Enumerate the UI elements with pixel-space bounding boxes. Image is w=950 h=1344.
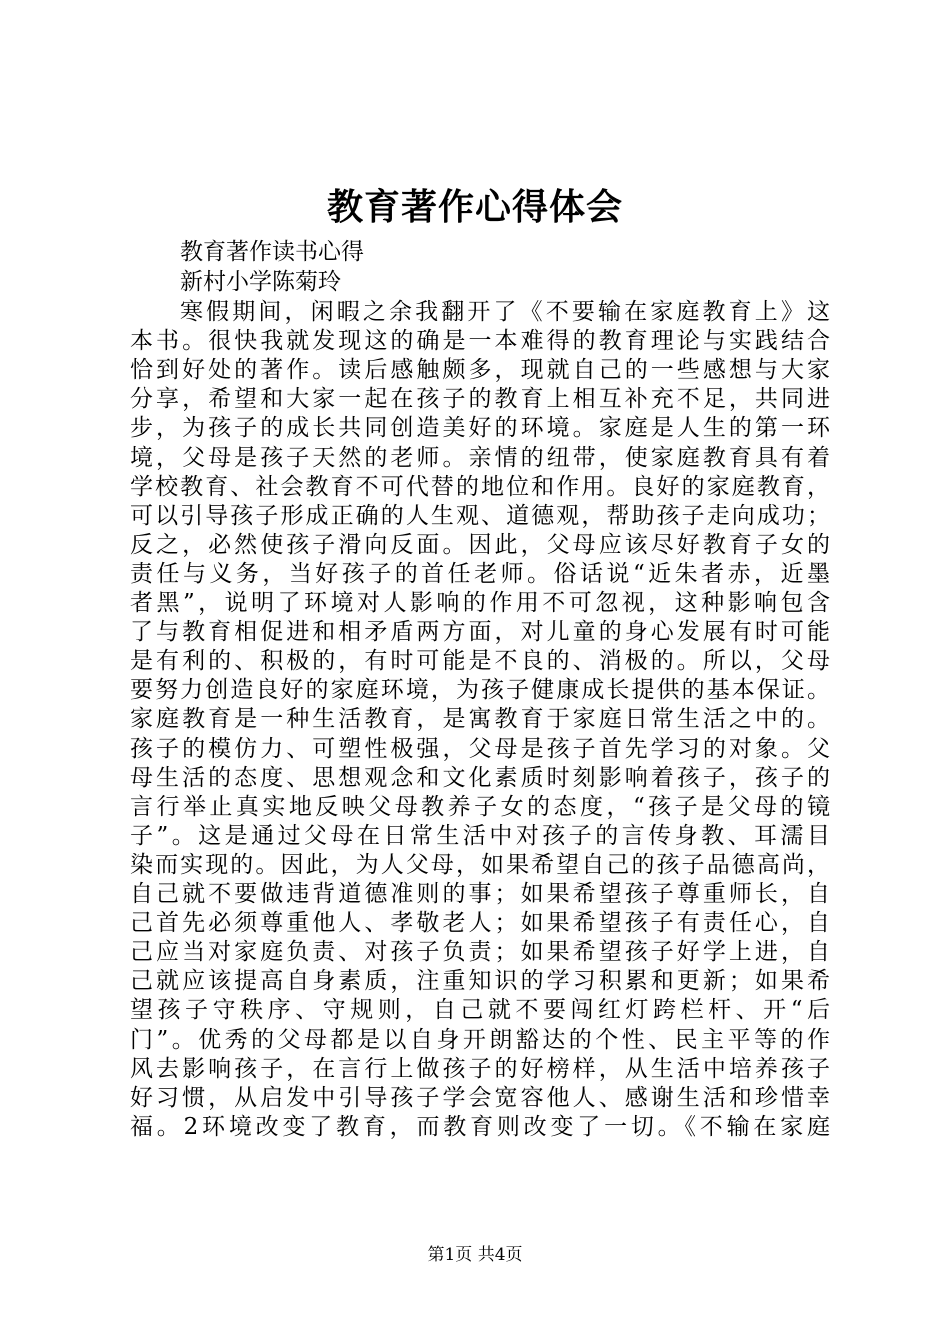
document-subtitle: 教育著作读书心得 [180, 239, 364, 265]
body-line: 家庭教育是一种生活教育，是寓教育于家庭日常生活之中的。 [130, 706, 830, 732]
body-line: 风去影响孩子，在言行上做孩子的好榜样，从生活中培养孩子 [130, 1056, 830, 1082]
body-line: 染而实现的。因此，为人父母，如果希望自己的孩子品德高尚， [130, 852, 830, 878]
body-line: 子”。这是通过父母在日常生活中对孩子的言传身教、耳濡目 [130, 823, 830, 849]
document-title: 教育著作心得体会 [326, 186, 623, 228]
body-line: 己首先必须尊重他人、孝敬老人；如果希望孩子有责任心，自 [130, 910, 830, 936]
body-line: 步，为孩子的成长共同创造美好的环境。家庭是人生的第一环 [130, 415, 830, 441]
body-line: 言行举止真实地反映父母教养子女的态度，“孩子是父母的镜 [130, 794, 830, 820]
body-line: 学校教育、社会教育不可代替的地位和作用。良好的家庭教育， [130, 474, 830, 500]
body-line: 可以引导孩子形成正确的人生观、道德观，帮助孩子走向成功； [130, 503, 830, 529]
body-line: 好习惯，从启发中引导孩子学会宽容他人、感谢生活和珍惜幸 [130, 1085, 830, 1111]
body-line: 门”。优秀的父母都是以自身开朗豁达的个性、民主平等的作 [130, 1027, 830, 1053]
body-line: 母生活的态度、思想观念和文化素质时刻影响着孩子，孩子的 [130, 765, 830, 791]
body-line: 自己就不要做违背道德准则的事；如果希望孩子尊重师长，自 [130, 881, 830, 907]
body-line: 责任与义务，当好孩子的首任老师。俗话说“近朱者赤，近墨 [130, 561, 830, 587]
document-author: 新村小学陈菊玲 [180, 269, 341, 295]
body-line: 寒假期间，闲暇之余我翻开了《不要输在家庭教育上》这 [180, 299, 830, 325]
body-line: 要努力创造良好的家庭环境，为孩子健康成长提供的基本保证。 [130, 677, 830, 703]
body-line: 恰到好处的著作。读后感触颇多，现就自己的一些感想与大家 [130, 357, 830, 383]
body-line: 孩子的模仿力、可塑性极强，父母是孩子首先学习的对象。父 [130, 736, 830, 762]
body-line: 本书。很快我就发现这的确是一本难得的教育理论与实践结合 [130, 328, 830, 354]
body-line: 境，父母是孩子天然的老师。亲情的纽带，使家庭教育具有着 [130, 445, 830, 471]
body-line: 己就应该提高自身素质，注重知识的学习积累和更新；如果希 [130, 968, 830, 994]
body-line: 了与教育相促进和相矛盾两方面，对儿童的身心发展有时可能 [130, 619, 830, 645]
body-line: 反之，必然使孩子滑向反面。因此，父母应该尽好教育子女的 [130, 532, 830, 558]
page-number: 第1页 共4页 [427, 1245, 523, 1265]
body-line: 己应当对家庭负责、对孩子负责；如果希望孩子好学上进，自 [130, 939, 830, 965]
body-line: 者黑”，说明了环境对人影响的作用不可忽视，这种影响包含 [130, 590, 830, 616]
body-line: 分享，希望和大家一起在孩子的教育上相互补充不足，共同进 [130, 386, 830, 412]
body-line: 望孩子守秩序、守规则，自己就不要闯红灯跨栏杆、开“后 [130, 997, 830, 1023]
body-line: 是有利的、积极的，有时可能是不良的、消极的。所以，父母 [130, 648, 830, 674]
body-line: 福。2环境改变了教育，而教育则改变了一切。《不输在家庭 [130, 1114, 830, 1140]
